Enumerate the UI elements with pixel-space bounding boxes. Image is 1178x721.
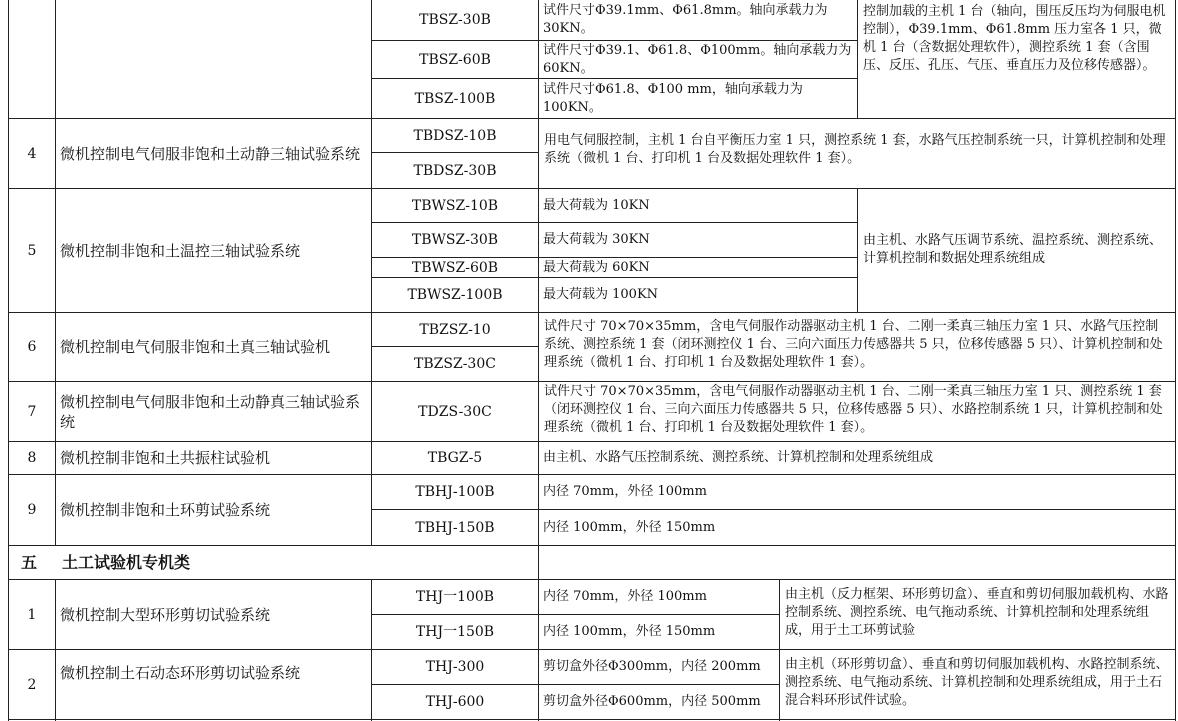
model-cell: TBWSZ-10B: [411, 197, 499, 214]
description-cell: 试件尺寸 70×70×35mm，含电气伺服作动器驱动主机 1 台、二刚一柔真三轴压力室 1 只、水路气压控制系统、测控系统 1 套（闭环测控仪 1 台、三向六面压力传感器共 5 只，位移传感器 5 只）、计算机控制和处理系统（微机 1 台、打印机 1 台及数据处理软件 1 套）。: [544, 319, 1163, 370]
model-cell: TBSZ-100B: [414, 90, 496, 107]
model-cell: TBGZ-5: [427, 450, 483, 466]
model-cell: TBWSZ-60B: [411, 259, 499, 276]
row-number: 8: [27, 450, 37, 466]
model-cell: TBDSZ-30B: [413, 162, 497, 179]
model-cell: THJ一100B: [415, 589, 495, 605]
spec-cell: 内径 70mm，外径 100mm: [543, 589, 707, 604]
spec-cell: 内径 100mm，外径 150mm: [543, 519, 716, 535]
row-number: 5: [27, 242, 37, 259]
spec-cell: 试件尺寸Φ39.1mm、Φ61.8mm。轴向承载力为30KN。: [543, 3, 828, 36]
product-name: 微机控制电气伺服非饱和土动静真三轴试验系统: [60, 392, 361, 431]
description-cell: 控制加载的主机 1 台（轴向，围压反压均为伺服电机控制），Φ39.1mm、Φ61.8mm 压力室各 1 只，微机 1 台（含数据处理软件），测控系统 1 套（含围压、反压、孔压、气压、垂直压力及位移传感器）。: [863, 4, 1166, 73]
spec-cell: 剪切盒外径Φ600mm，内径 500mm: [543, 694, 761, 709]
product-name: 微机控制非饱和土共振柱试验机: [60, 449, 271, 467]
row-number: 7: [27, 403, 37, 420]
spec-cell: 最大荷载为 10KN: [543, 197, 650, 213]
description-cell: 由主机、水路气压控制系统、测控系统、计算机控制和处理系统组成: [543, 450, 934, 465]
product-name: 微机控制电气伺服非饱和土真三轴试验机: [60, 338, 331, 356]
row-number: 4: [27, 145, 37, 162]
row-number: 1: [27, 606, 37, 623]
model-cell: TBSZ-60B: [419, 51, 491, 68]
description-cell: 由主机、水路气压调节系统、温控系统、测控系统、计算机控制和数据处理系统组成: [863, 233, 1163, 266]
grid-line: [8, 719, 1176, 720]
row-number: 6: [27, 339, 37, 355]
description-cell: 由主机（反力框架、环形剪切盒）、垂直和剪切伺服加载机构、水路控制系统、测控系统、电气拖动系统、计算机控制和处理系统组成，用于土工环剪试验: [785, 587, 1169, 638]
model-cell: THJ一150B: [415, 624, 495, 640]
spec-cell: 剪切盒外径Φ300mm，内径 200mm: [543, 659, 761, 674]
product-name: 微机控制电气伺服非饱和土动静三轴试验系统: [60, 144, 361, 163]
section-number: 五: [20, 552, 37, 572]
model-cell: TBWSZ-30B: [411, 232, 499, 248]
grid-line: [1175, 0, 1176, 721]
model-cell: THJ-600: [425, 694, 485, 710]
model-cell: TBHJ-100B: [415, 484, 495, 500]
product-name: 微机控制大型环形剪切试验系统: [60, 605, 271, 624]
section-title: 土工试验机专机类: [62, 552, 191, 572]
description-cell: 试件尺寸 70×70×35mm，含电气伺服作动器驱动主机 1 台、二刚一柔真三轴压力室 1 只、测控系统 1 套（闭环测控仪 1 台、三向六面压力传感器共 5 只，位移传感器 5 只）、水路控制系统 1 只，计算机控制和处理系统（微机 1 台、打印机 1 台及数据处理软件 1 套）。: [544, 384, 1163, 435]
model-cell: TBDSZ-10B: [413, 127, 497, 144]
model-cell: THJ-300: [425, 659, 485, 675]
product-name: 微机控制非饱和土环剪试验系统: [60, 501, 271, 519]
description-cell: 用电气伺服控制，主机 1 台自平衡压力室 1 只，测控系统 1 套，水路气压控制系统一只，计算机控制和处理系统（微机 1 台、打印机 1 台及数据处理软件 1 套）。: [544, 133, 1166, 166]
spec-cell: 最大荷载为 60KN: [543, 259, 650, 275]
model-cell: TBZSZ-30C: [414, 356, 496, 372]
product-name: 微机控制土石动态环形剪切试验系统: [60, 663, 301, 682]
spec-cell: 最大荷载为 30KN: [543, 232, 650, 247]
spec-cell: 试件尺寸Φ39.1、Φ61.8、Φ100mm。轴向承载力为 60KN。: [543, 42, 852, 76]
spec-cell: 试件尺寸Φ61.8、Φ100 mm，轴向承载力为100KN。: [543, 81, 803, 115]
model-cell: TBWSZ-100B: [407, 287, 503, 303]
model-cell: TBZSZ-10: [419, 321, 491, 338]
row-number: 2: [27, 676, 37, 693]
product-name: 微机控制非饱和土温控三轴试验系统: [60, 241, 301, 260]
spec-cell: 内径 100mm，外径 150mm: [543, 624, 716, 639]
spec-cell: 最大荷载为 100KN: [543, 287, 659, 302]
spec-cell: 内径 70mm，外径 100mm: [543, 484, 707, 499]
description-cell: 由主机（环形剪切盒）、垂直和剪切伺服加载机构、水路控制系统、测控系统、电气拖动系统、计算机控制和处理系统组成，用于土石混合料环形试件试验。: [785, 657, 1169, 708]
model-cell: TBHJ-150B: [415, 519, 495, 536]
row-number: 9: [27, 502, 37, 518]
model-cell: TDZS-30C: [418, 403, 492, 420]
model-cell: TBSZ-30B: [419, 12, 491, 28]
